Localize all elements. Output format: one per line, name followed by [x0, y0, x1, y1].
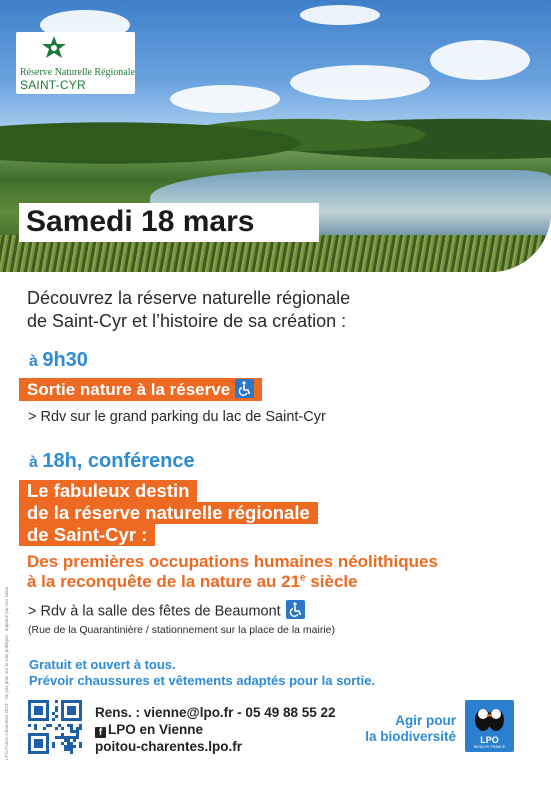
date-banner [19, 203, 319, 242]
intro-line-2: de Saint-Cyr et l’histoire de sa création : [27, 311, 347, 331]
reserve-star-logo [41, 35, 67, 61]
event1-time: à 9h30 [29, 349, 88, 371]
info-equipment: Prévoir chaussures et vêtements adaptés pour la sortie. [29, 673, 376, 688]
event2-note: (Rue de la Quarantinière / stationnement sur la place de la mairie) [28, 624, 335, 636]
info-free: Gratuit et ouvert à tous. [29, 657, 176, 672]
slogan [365, 713, 456, 745]
event1-rdv: > Rdv sur le grand parking du lac de Saint-Cyr [28, 409, 326, 425]
event2-title-line-3: de Saint-Cyr : [19, 524, 155, 546]
event2-title-line-1: Le fabuleux destin [19, 480, 197, 502]
lpo-name: LPO [480, 735, 499, 745]
logo-subtitle: SAINT-CYR [20, 78, 86, 92]
intro-text [27, 287, 507, 333]
event2-time: à 18h, conférence [29, 450, 195, 472]
lpo-logo [465, 700, 514, 752]
puffin-icon [465, 700, 514, 734]
side-legal-text: LPO Poitou-Charentes 2023 · Ne pas jeter sur la voie publique · Imprimé par nos soins [4, 586, 9, 760]
lpo-sub: BIRDLIFE FRANCE [473, 745, 506, 749]
event1-title: Sortie nature à la réserve [19, 378, 262, 401]
reserve-logo [16, 32, 135, 94]
wheelchair-icon [286, 600, 305, 619]
contact-website[interactable]: poitou-charentes.lpo.fr [95, 739, 243, 754]
contact-facebook[interactable]: f LPO en Vienne [95, 722, 203, 738]
hero-photo [0, 0, 551, 272]
event-date: Samedi 18 mars [26, 205, 255, 238]
event2-rdv: > Rdv à la salle des fêtes de Beaumont [28, 602, 305, 621]
intro-line-1: Découvrez la réserve naturelle régionale [27, 288, 351, 308]
logo-title: Réserve Naturelle Régionale [20, 67, 135, 78]
wheelchair-icon [235, 379, 254, 398]
qr-code[interactable] [28, 700, 82, 754]
event2-subtitle-line-2: à la reconquête de la nature au 21e siècle [27, 572, 358, 591]
contact-rens: Rens. : vienne@lpo.fr - 05 49 88 55 22 [95, 705, 336, 720]
event2-subtitle-line-1: Des premières occupations humaines néolithiques [27, 552, 438, 571]
facebook-icon: f [95, 727, 106, 738]
slogan-line-1: Agir pour [395, 713, 456, 728]
slogan-line-2: la biodiversité [365, 729, 456, 744]
event2-title-line-2: de la réserve naturelle régionale [19, 502, 318, 524]
